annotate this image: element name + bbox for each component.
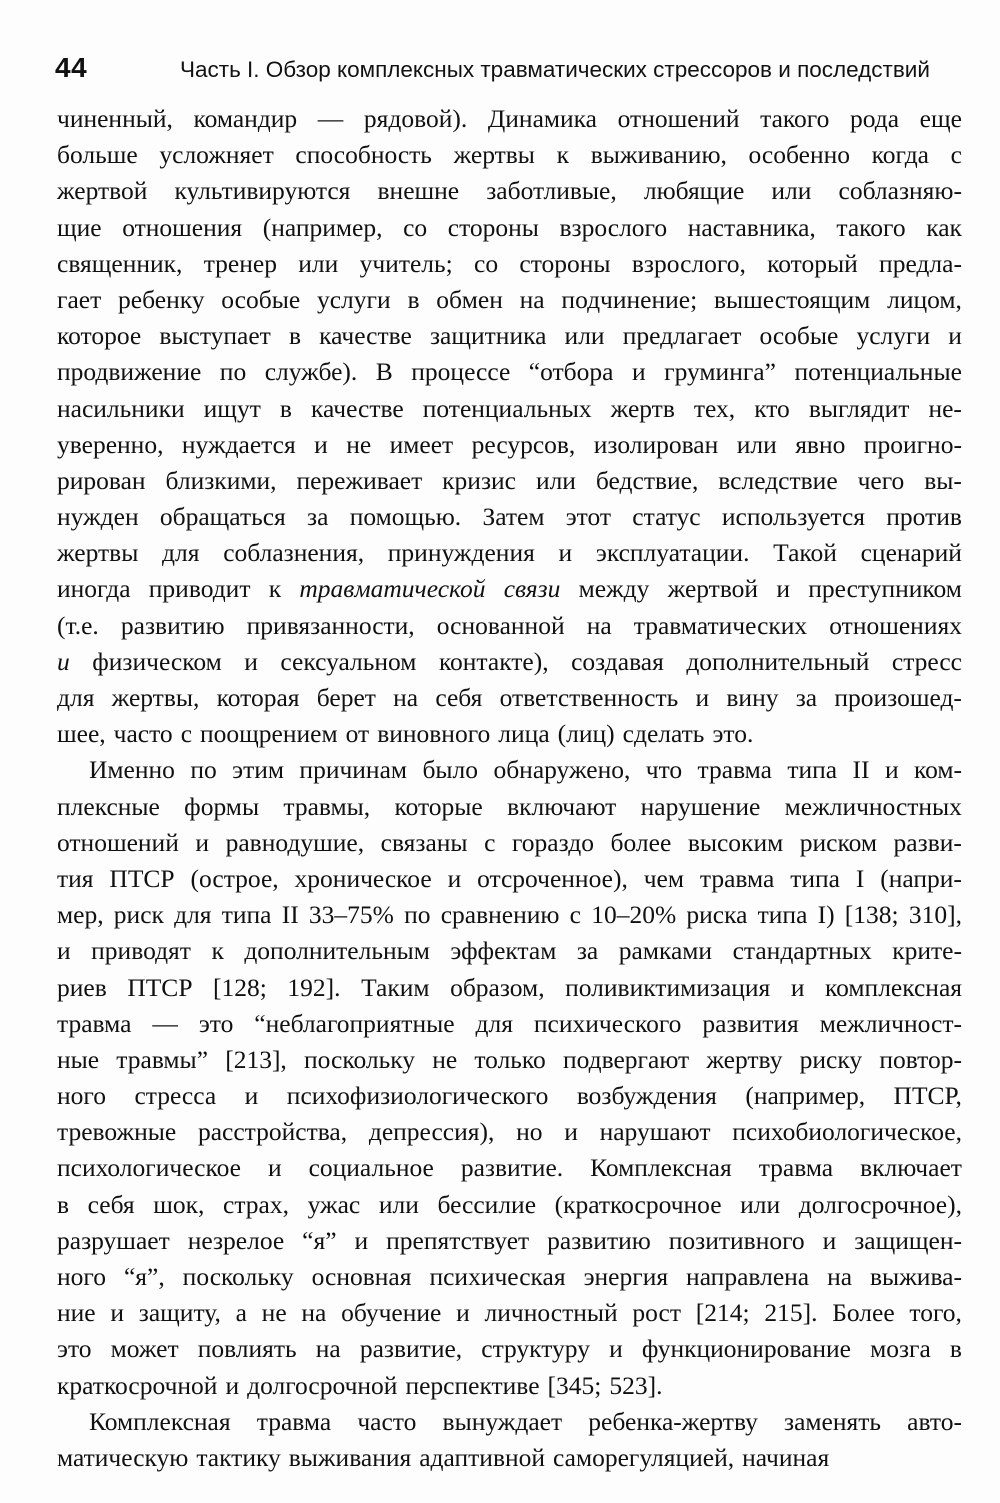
text-line: краткосрочной и долгосрочной перспективе [345; 523].	[57, 1370, 663, 1400]
text-line: чиненный, командир — рядовой). Динамика отношений такого рода еще	[57, 104, 962, 133]
text-line: щие отношения (например, со стороны взрослого наставника, такого как	[57, 212, 962, 242]
text-line: Именно по этим причинам было обнаружено, что травма типа II и ком-	[89, 755, 962, 785]
text-line: для жертвы, которая берет на себя ответственность и вину за произошед-	[57, 683, 962, 712]
text-line: ние и защиту, а не на обучение и личностный рост [214; 215]. Более того,	[57, 1298, 962, 1328]
text-line: тревожные расстройства, депрессия), но и нарушают психобиологическое,	[57, 1117, 962, 1147]
text-line: в себя шок, страх, ужас или бессилие (краткосрочное или долгосрочное),	[57, 1189, 962, 1219]
text-line: священник, тренер или учитель; со стороны взрослого, который предла-	[57, 248, 962, 278]
running-head	[55, 50, 955, 90]
text-line: нужден обращаться за помощью. Затем этот статус используется против	[57, 502, 962, 532]
text-line: уверенно, нуждается и не имеет ресурсов, изолирован или явно проигно-	[57, 429, 962, 459]
text-line: матическую тактику выживания адаптивной саморегуляцией, начиная	[57, 1442, 830, 1472]
text-line: травма — это “неблагоприятные для психического развития межличност-	[57, 1008, 962, 1038]
text-line: жертвы для соблазнения, принуждения и эксплуатации. Такой сценарий	[57, 538, 962, 568]
text-line: и приводят к дополнительным эффектам за рамками стандартных крите-	[57, 936, 962, 966]
text-line: мер, риск для типа II 33–75% по сравнению с 10–20% риска типа I) [138; 310],	[57, 900, 962, 930]
text-line: тия ПТСР (острое, хроническое и отсроченное), чем травма типа I (напри-	[57, 863, 962, 893]
body-text	[57, 101, 962, 1476]
text-line: Комплексная травма часто вынуждает ребенка-жертву заменять авто-	[89, 1406, 962, 1436]
text-line: плексные формы травмы, которые включают нарушение межличностных	[57, 791, 962, 821]
text-line: риев ПТСР [128; 192]. Таким образом, поливиктимизация и комплексная	[57, 972, 962, 1002]
paragraph	[57, 101, 962, 752]
text-line: отношений и равнодушие, связаны с гораздо более высоким риском разви-	[57, 827, 962, 857]
text-line: насильники ищут в качестве потенциальных жертв тех, кто выглядит не-	[57, 393, 962, 423]
text-line: это может повлиять на развитие, структуру и функционирование мозга в	[57, 1334, 962, 1364]
text-line: иногда приводит к травматической связи между жертвой и преступником	[57, 574, 962, 604]
text-line: ного стресса и психофизиологического возбуждения (например, ПТСР,	[57, 1081, 962, 1111]
text-line: рирован близкими, переживает кризис или бедствие, вследствие чего вы-	[57, 465, 962, 495]
text-line: жертвой культивируются внешне заботливые, любящие или соблазняю-	[57, 176, 962, 206]
text-line: психологическое и социальное развитие. Комплексная травма включает	[57, 1153, 962, 1183]
running-head-title: Часть I. Обзор комплексных травматических стрессоров и последствий	[180, 57, 930, 82]
text-line: (т.е. развитию привязанности, основанной на травматических отношениях	[57, 610, 962, 640]
text-line: больше усложняет способность жертвы к выживанию, особенно когда с	[57, 140, 962, 170]
paragraph	[57, 752, 962, 1403]
text-line: гает ребенку особые услуги в обмен на подчинение; вышестоящим лицом,	[57, 284, 962, 314]
text-line: шее, часто с поощрением от виновного лица (лиц) сделать это.	[57, 719, 754, 749]
page-number: 44	[55, 52, 88, 83]
text-line: которое выступает в качестве защитника или предлагает особые услуги и	[57, 321, 962, 351]
text-line: ного “я”, поскольку основная психическая энергия направлена на выжива-	[57, 1262, 962, 1291]
text-line: ные травмы” [213], поскольку не только подвергают жертву риску повтор-	[57, 1044, 962, 1074]
text-line: продвижение по службе). В процессе “отбора и груминга” потенциальные	[57, 357, 962, 387]
paragraph	[57, 1404, 962, 1476]
text-line: и физическом и сексуальном контакте), создавая дополнительный стресс	[57, 646, 962, 676]
text-line: разрушает незрелое “я” и препятствует развитию позитивного и защищен-	[57, 1225, 962, 1255]
